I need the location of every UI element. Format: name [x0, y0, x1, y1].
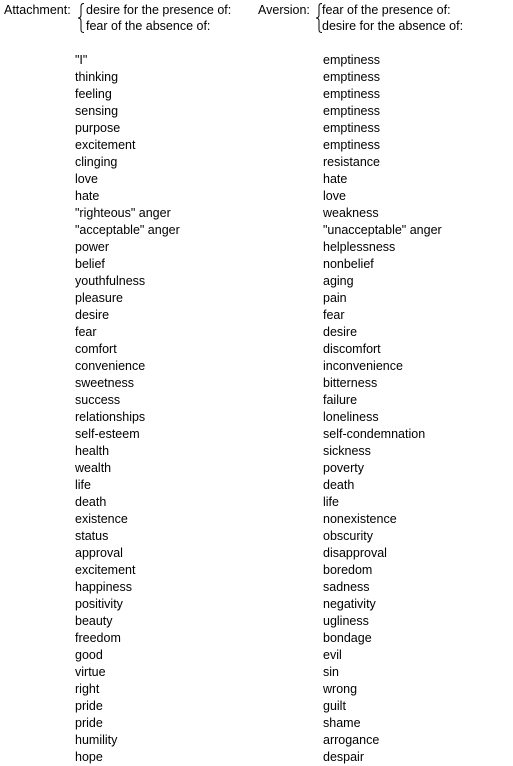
attachment-item: excitement: [75, 563, 136, 577]
attachment-item: convenience: [75, 359, 146, 373]
attachment-item: power: [75, 240, 110, 254]
attachment-item: health: [75, 444, 110, 458]
attachment-item: excitement: [75, 138, 136, 152]
attachment-item: fear: [75, 325, 97, 339]
aversion-item: inconvenience: [323, 359, 403, 373]
attachment-line-presence: desire for the presence of:: [86, 3, 232, 17]
aversion-item: sin: [323, 665, 339, 679]
aversion-item: pain: [323, 291, 347, 305]
attachment-item: sweetness: [75, 376, 135, 390]
attachment-item: success: [75, 393, 121, 407]
attachment-item: status: [75, 529, 109, 543]
aversion-item: boredom: [323, 563, 373, 577]
attachment-item: thinking: [75, 70, 119, 84]
attachment-item: freedom: [75, 631, 121, 645]
attachment-item: wealth: [75, 461, 112, 475]
attachment-item: self-esteem: [75, 427, 140, 441]
aversion-item: bitterness: [323, 376, 378, 390]
aversion-item: bondage: [323, 631, 372, 645]
attachment-item: approval: [75, 546, 123, 560]
aversion-item: hate: [323, 172, 348, 186]
attachment-item: life: [75, 478, 91, 492]
aversion-header: [258, 2, 498, 36]
attachment-item: humility: [75, 733, 118, 747]
aversion-item: evil: [323, 648, 342, 662]
attachment-item: hate: [75, 189, 100, 203]
aversion-item: life: [323, 495, 339, 509]
attachment-item: hope: [75, 750, 103, 764]
attachment-item: sensing: [75, 104, 119, 118]
aversion-item: failure: [323, 393, 358, 407]
aversion-item: emptiness: [323, 121, 380, 135]
aversion-item: death: [323, 478, 355, 492]
attachment-header: [4, 2, 244, 36]
aversion-line-presence: fear of the presence of:: [322, 3, 451, 17]
aversion-item: helplessness: [323, 240, 396, 254]
attachment-item: "acceptable" anger: [75, 223, 180, 237]
attachment-item: pride: [75, 699, 103, 713]
attachment-item: good: [75, 648, 103, 662]
aversion-item: arrogance: [323, 733, 380, 747]
aversion-item: shame: [323, 716, 361, 730]
aversion-list: [323, 52, 442, 766]
attachment-item: purpose: [75, 121, 121, 135]
attachment-item: relationships: [75, 410, 146, 424]
aversion-item: guilt: [323, 699, 346, 713]
attachment-header-lines: [86, 2, 231, 34]
aversion-item: despair: [323, 750, 364, 764]
aversion-item: emptiness: [323, 138, 380, 152]
aversion-item: sickness: [323, 444, 371, 458]
attachment-item: love: [75, 172, 98, 186]
aversion-item: wrong: [323, 682, 358, 696]
aversion-header-lines: [322, 2, 463, 34]
attachment-item: clinging: [75, 155, 118, 169]
attachment-item: belief: [75, 257, 105, 271]
attachment-item: pleasure: [75, 291, 123, 305]
attachment-item: death: [75, 495, 107, 509]
aversion-item: nonexistence: [323, 512, 397, 526]
aversion-item: sadness: [323, 580, 370, 594]
attachment-item: desire: [75, 308, 110, 322]
attachment-item: virtue: [75, 665, 106, 679]
aversion-item: ugliness: [323, 614, 369, 628]
aversion-item: self-condemnation: [323, 427, 426, 441]
attachment-item: pride: [75, 716, 103, 730]
aversion-item: aging: [323, 274, 354, 288]
attachment-item: youthfulness: [75, 274, 146, 288]
aversion-item: resistance: [323, 155, 380, 169]
aversion-item: obscurity: [323, 529, 374, 543]
aversion-item: loneliness: [323, 410, 379, 424]
attachment-item: right: [75, 682, 100, 696]
aversion-item: weakness: [323, 206, 379, 220]
attachment-item: existence: [75, 512, 128, 526]
aversion-item: emptiness: [323, 70, 380, 84]
aversion-item: negativity: [323, 597, 376, 611]
attachment-line-absence: fear of the absence of:: [86, 19, 211, 33]
attachment-item: positivity: [75, 597, 123, 611]
aversion-item: nonbelief: [323, 257, 374, 271]
attachment-label: Attachment:: [4, 3, 71, 17]
aversion-item: fear: [323, 308, 345, 322]
aversion-item: desire: [323, 325, 358, 339]
aversion-item: emptiness: [323, 104, 380, 118]
aversion-item: love: [323, 189, 346, 203]
aversion-item: emptiness: [323, 87, 380, 101]
aversion-item: poverty: [323, 461, 364, 475]
attachment-item: comfort: [75, 342, 117, 356]
attachment-item: beauty: [75, 614, 113, 628]
aversion-item: emptiness: [323, 53, 380, 67]
attachment-list: [75, 52, 180, 766]
attachment-item: feeling: [75, 87, 112, 101]
attachment-item: "righteous" anger: [75, 206, 171, 220]
aversion-item: discomfort: [323, 342, 381, 356]
attachment-item: "I": [75, 53, 88, 67]
aversion-line-absence: desire for the absence of:: [322, 19, 464, 33]
attachment-brace-icon: [77, 3, 85, 33]
aversion-item: "unacceptable" anger: [323, 223, 442, 237]
aversion-label: Aversion:: [258, 3, 310, 17]
attachment-item: happiness: [75, 580, 132, 594]
aversion-item: disapproval: [323, 546, 387, 560]
